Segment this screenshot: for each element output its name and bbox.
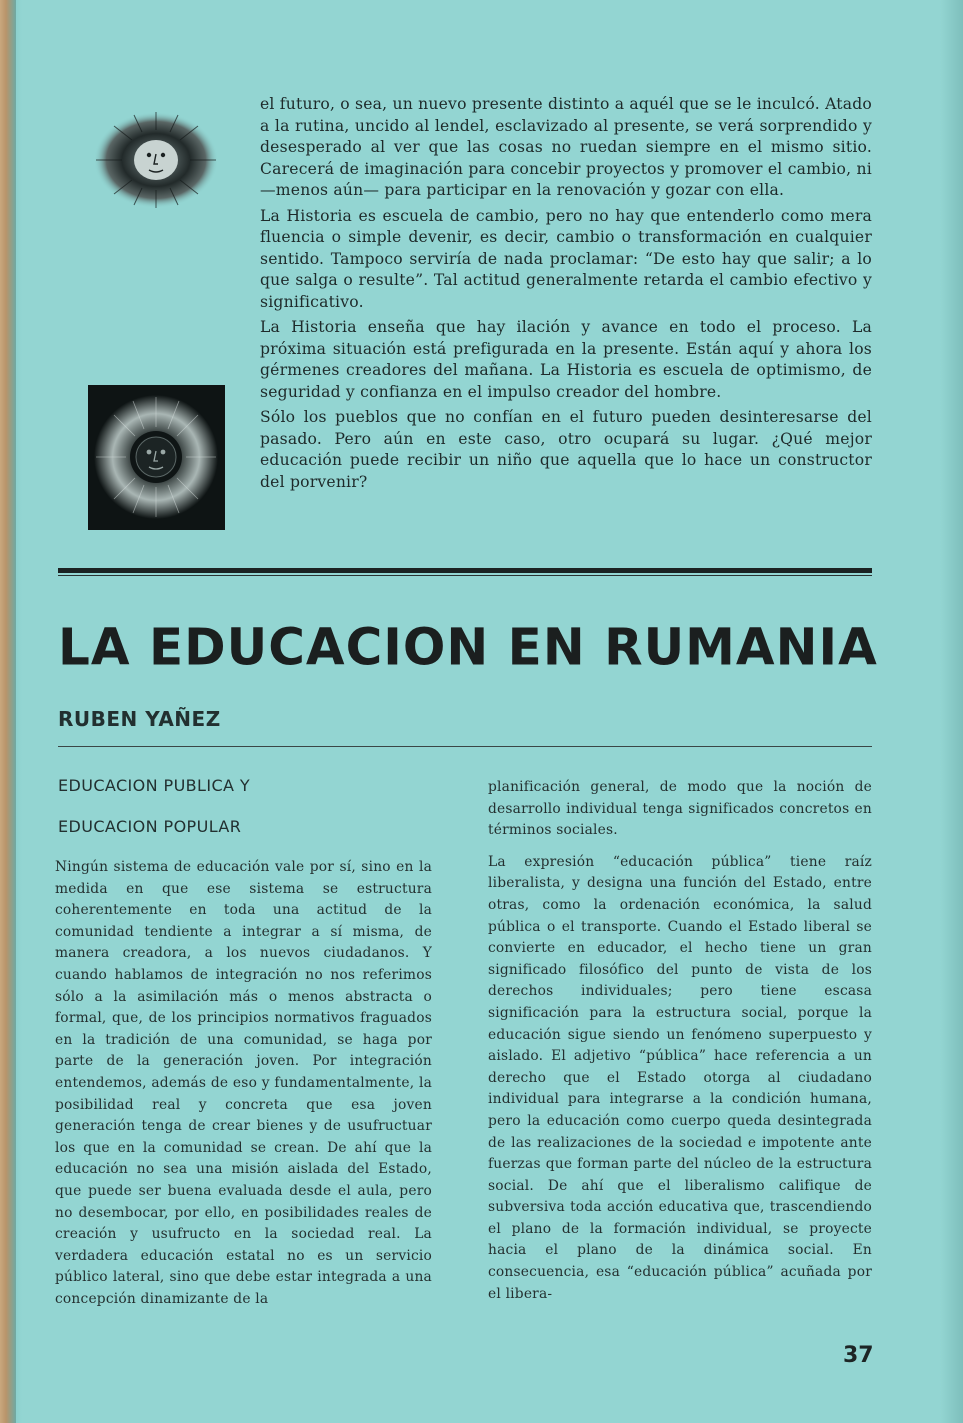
author-divider <box>58 746 872 747</box>
section-divider-thin <box>58 575 872 576</box>
column-paragraph: planificación general, de modo que la noción de desarrollo individual tenga significados concretos en términos sociales. <box>488 779 872 839</box>
top-paragraph: La Historia enseña que hay ilación y avance en todo el proceso. La próxima situación está prefigurada en la presente. Están aquí y ahora los gérmenes creadores del mañana. La Historia es escuela de optimismo, de seguridad y confianza en el impulso creador del hombre. <box>260 318 872 401</box>
article-author: RUBEN YAÑEZ <box>58 707 221 731</box>
sun-face-illustration-top <box>92 110 220 210</box>
section-divider-thick <box>58 568 872 573</box>
top-paragraph: Sólo los pueblos que no confían en el futuro pueden desinteresarse del pasado. Pero aún en este caso, otro ocupará su lugar. ¿Qué mejor educación puede recibir un niño que aquella que lo hace un constructor del porvenir? <box>260 408 872 491</box>
section-heading-line-2: EDUCACION POPULAR <box>58 817 242 836</box>
article-column-right <box>488 777 872 1315</box>
article-title: LA EDUCACION EN RUMANIA <box>58 617 878 677</box>
page-number: 37 <box>843 1343 874 1368</box>
top-paragraph: La Historia es escuela de cambio, pero no hay que entenderlo como mera fluencia o simple devenir, es decir, cambio o transformación en cualquier sentido. Tampoco serviría de nada proclamar: “De esto hay que salir; a lo que salga o resulte”. Tal actitud generalmente retarda el cambio efectivo y significativo. <box>260 206 872 311</box>
sun-face-illustration-bottom <box>88 385 225 530</box>
column-paragraph: Ningún sistema de educación vale por sí, sino en la medida en que ese sistema se estructura coherentemente en toda una actitud de la comunidad tendiente a integrar a sí misma, de manera creadora, a los nuevos ciudadanos. Y cuando hablamos de integración no nos referimos sólo a la asimilación más o menos abstracta o formal, que, de los principios normativos fraguados en la tradición de una comunidad, se haga por parte de la generación joven. Por integración entendemos, además de eso y fundamentalmente, la posibilidad real y concreta que esa joven generación tenga de crear bienes y de usufructuar los que en la comunidad se crean. De ahí que la educación no sea una misión aislada del Estado, que puede ser buena evaluada desde el aula, pero no desembocar, por ello, en posibilidades reales de creación y usufructo en la sociedad real. La verdadera educación estatal no es un servicio público lateral, sino que debe estar integrada a una concepción dinamizante de la <box>55 859 432 1307</box>
section-heading-line-1: EDUCACION PUBLICA Y <box>58 776 251 795</box>
top-paragraph: el futuro, o sea, un nuevo presente distinto a aquél que se le inculcó. Atado a la rutina, uncido al lendel, esclavizado al presente, se verá sorprendido y desesperado al ver que las cosas no ruedan siempre en el mismo sitio. Carecerá de imaginación para concebir proyectos y promover el cambio, ni —menos aún— para participar en la renovación y gozar con ella. <box>260 95 872 199</box>
article-column-left <box>55 857 432 1320</box>
column-paragraph: La expresión “educación pública” tiene raíz liberalista, y designa una función del Estado, entre otras, como la ordenación económica, la salud pública o el transporte. Cuando el Estado liberal se convierte en educador, el hecho tiene un gran significado filosófico del punto de vista de los derechos individuales; pero tiene escasa significación para la estructura social, porque la educación sigue siendo un fenómeno superpuesto y aislado. El adjetivo “pública” hace referencia a un derecho que el Estado otorga al ciudadano individual para integrarse a la condición humana, pero la educación como cuerpo queda desintegrada de las realizaciones de la sociedad e impotente ante fuerzas que forman parte del núcleo de la estructura social. De ahí que el liberalismo califique de subversiva toda acción educativa que, trascendiendo el plano de la formación individual, se proyecte hacia el plano de la dinámica social. En consecuencia, esa “educación pública” acuñada por el libera- <box>488 853 872 1302</box>
top-text-block <box>260 94 872 497</box>
page-gutter <box>0 0 16 1423</box>
